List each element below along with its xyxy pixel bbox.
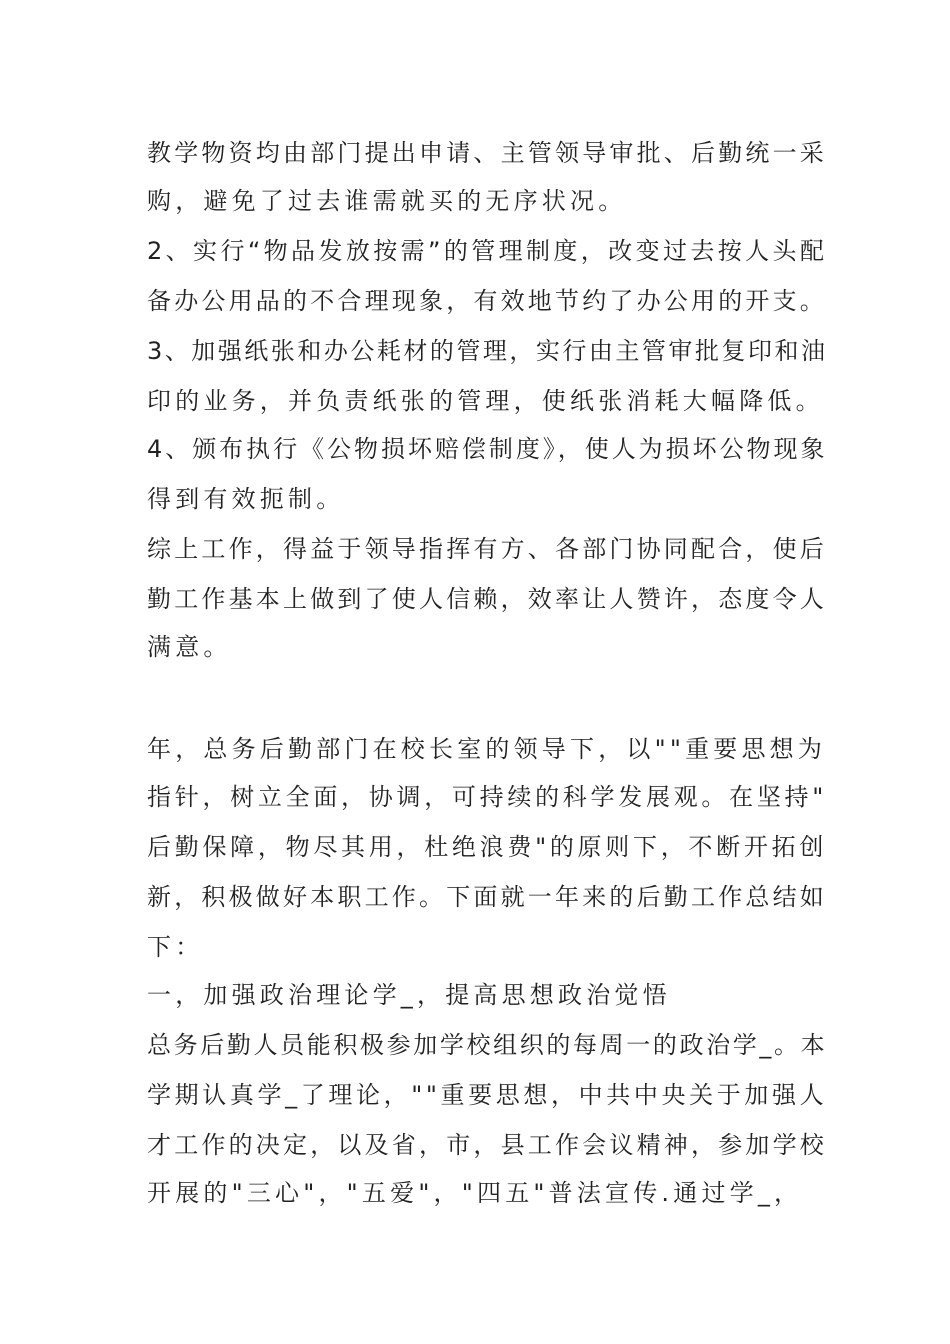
text-line: 2、实行“物品发放按需”的管理制度，改变过去按人头配 [147, 237, 828, 265]
text-line: 新，积极做好本职工作。下面就一年来的后勤工作总结如 [147, 883, 827, 911]
section-heading: 一，加强政治理论学_，提高思想政治觉悟 [147, 981, 671, 1009]
text-line: 学期认真学_了理论，""重要思想，中共中央关于加强人 [147, 1081, 828, 1109]
text-line: 下： [147, 933, 204, 961]
text-line: 3、加强纸张和办公耗材的管理，实行由主管审批复印和油 [147, 337, 828, 365]
text-line: 4、颁布执行《公物损坏赔偿制度》，使人为损坏公物现象 [147, 435, 828, 463]
text-line: 开展的"三心"，"五爱"，"四五"普法宣传.通过学_， [147, 1179, 803, 1207]
text-line: 才工作的决定，以及省，市，县工作会议精神，参加学校 [147, 1131, 827, 1159]
text-line: 综上工作，得益于领导指挥有方、各部门协同配合，使后 [147, 535, 827, 563]
text-line: 满意。 [147, 633, 232, 661]
text-line: 后勤保障，物尽其用，杜绝浪费"的原则下，不断开拓创 [147, 833, 828, 861]
text-line: 教学物资均由部门提出申请、主管领导审批、后勤统一采 [147, 139, 827, 167]
text-line: 指针，树立全面，协调，可持续的科学发展观。在坚持" [147, 783, 828, 811]
text-line: 总务后勤人员能积极参加学校组织的每周一的政治学_。本 [147, 1031, 828, 1059]
text-line: 得到有效扼制。 [147, 485, 345, 513]
text-line: 印的业务，并负责纸张的管理，使纸张消耗大幅降低。 [147, 387, 824, 415]
text-line: 勤工作基本上做到了使人信赖，效率让人赞许，态度令人 [147, 585, 827, 613]
text-line: 年，总务后勤部门在校长室的领导下，以""重要思想为 [147, 735, 827, 763]
text-line: 购，避免了过去谁需就买的无序状况。 [147, 187, 627, 215]
text-line: 备办公用品的不合理现象，有效地节约了办公用的开支。 [147, 287, 827, 315]
